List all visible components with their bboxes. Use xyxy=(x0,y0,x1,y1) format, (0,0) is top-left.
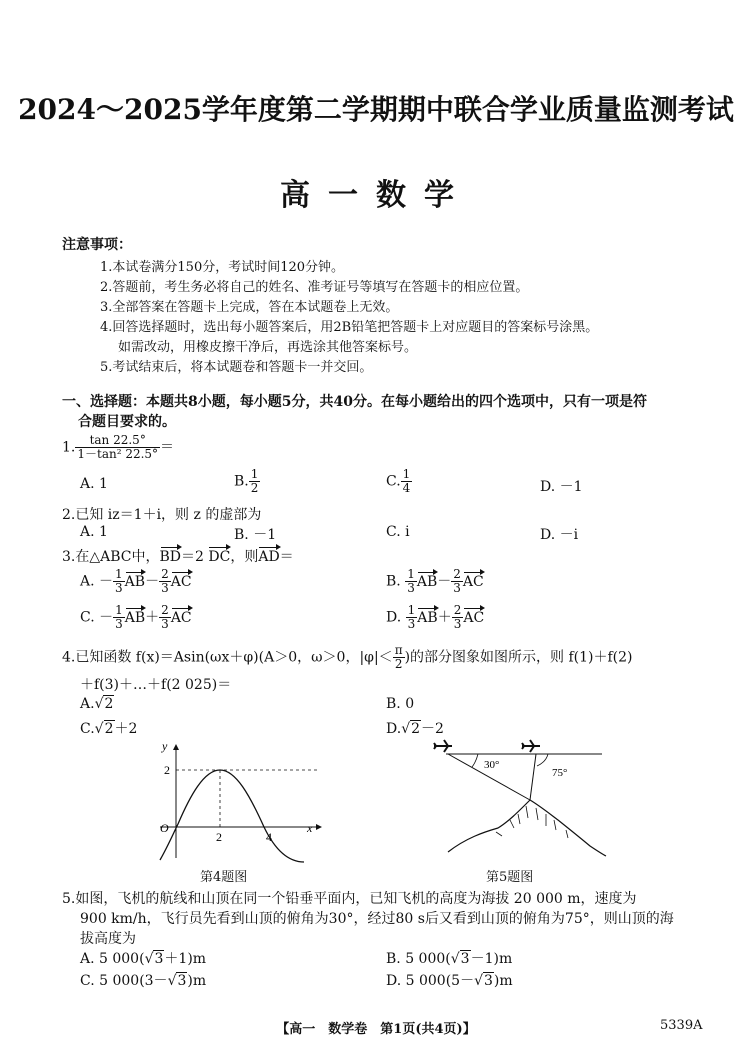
question-2: 2.已知 iz＝1＋i，则 z 的虚部为 xyxy=(62,507,262,523)
q4-option-c: C.√2＋2 xyxy=(80,721,138,737)
notice-item-4: 4.回答选择题时，选出每小题答案后，用2B铅笔把答题卡上对应题目的答案标号涂黑。 xyxy=(100,320,599,335)
q4-option-d: D.√2－2 xyxy=(386,721,444,737)
figure-4-caption: 第4题图 xyxy=(200,870,248,885)
q2-option-d: D. －i xyxy=(540,527,579,543)
q2-option-a: A. 1 xyxy=(80,524,108,540)
notice-item-4-cont: 如需改动，用橡皮擦干净后，再选涂其他答案标号。 xyxy=(118,340,418,355)
q1-option-d: D. －1 xyxy=(540,479,583,495)
question-5-line-1: 5.如图，飞机的航线和山顶在同一个铅垂平面内，已知飞机的高度为海拔 20 000 m，速度为 xyxy=(62,891,637,907)
fig4-x-tick-2: 2 xyxy=(216,830,222,844)
notice-item-1: 1.本试卷满分150分，考试时间120分钟。 xyxy=(100,260,345,275)
q2-option-c: C. i xyxy=(386,524,410,540)
figure-5-caption: 第5题图 xyxy=(486,870,534,885)
q5-option-c: C. 5 000(3－√3)m xyxy=(80,973,207,989)
notice-item-2: 2.答题前，考生务必将自己的姓名、准考证号等填写在答题卡的相应位置。 xyxy=(100,280,529,295)
fig4-x-tick-4: 4 xyxy=(266,830,272,844)
q4-option-b: B. 0 xyxy=(386,696,415,712)
fig5-mountain xyxy=(448,800,606,856)
fig4-y-label: y xyxy=(162,739,168,753)
q5-option-d: D. 5 000(5－√3)m xyxy=(386,973,513,989)
notice-item-5: 5.考试结束后，将本试题卷和答题卡一并交回。 xyxy=(100,360,373,375)
question-4: 4.已知函数 f(x)＝Asin(ωx＋φ)(A＞0，ω＞0，|φ|＜ $\frac{\pi}{2}$ )的部分图象如图所示，则 f(1)＋f(2) xyxy=(62,643,633,671)
fig4-y-tick: 2 xyxy=(164,763,170,777)
fig5-angle-30: 30° xyxy=(484,759,500,771)
fig4-x-arrow xyxy=(316,824,322,830)
fig4-origin: O xyxy=(160,821,169,835)
exam-subject: 高一数学 xyxy=(280,178,472,213)
section-1-line-1: 一、选择题：本题共8小题，每小题5分，共40分。在每小题给出的四个选项中，只有一项是符 xyxy=(62,394,647,410)
question-5-line-3: 拔高度为 xyxy=(80,931,136,947)
notice-item-3: 3.全部答案在答题卡上完成，答在本试题卷上无效。 xyxy=(100,300,399,315)
question-1: 1. $\frac{\tan 22.5^\circ}{\text{1－tan² 22.5°}}$ ＝ xyxy=(62,433,175,461)
q5-option-a: A. 5 000(√3＋1)m xyxy=(80,951,207,967)
fig4-curve xyxy=(160,770,304,862)
exam-code: 5339A xyxy=(660,1018,703,1033)
q5-option-b: B. 5 000(√3－1)m xyxy=(386,951,513,967)
q1-fraction: $\frac{\tan 22.5^\circ}{\text{1－tan² 22.5°}}$ xyxy=(77,433,159,461)
page-footer: 【高一 数学卷 第1页(共4页)】 xyxy=(276,1022,476,1037)
q3-option-b: B. $\frac{1}{3}$ AB－ $\frac{2}{3}$ AC xyxy=(386,567,484,595)
q4-option-a: A.√2 xyxy=(80,696,114,712)
q1-option-a: A. 1 xyxy=(80,476,108,492)
q1-option-c: C. $\frac{1}{4}$ xyxy=(386,467,411,495)
question-5-line-2: 900 km/h，飞行员先看到山顶的俯角为30°，经过80 s后又看到山顶的俯角为75°，则山顶的海 xyxy=(80,911,674,927)
section-1-line-2: 合题目要求的。 xyxy=(78,414,176,430)
q1-number: 1. xyxy=(62,439,76,456)
fig5-angle-30-arc xyxy=(472,754,478,767)
figure-5-plane-mountain xyxy=(426,732,626,862)
q1-option-b: B. $\frac{1}{2}$ xyxy=(234,467,259,495)
question-4-cont: ＋f(3)＋…＋f(2 025)＝ xyxy=(80,677,232,693)
fig4-x-label: x xyxy=(307,821,313,835)
q3-option-c: C. － $\frac{1}{3}$ AB＋ $\frac{2}{3}$ AC xyxy=(80,603,192,631)
question-3: 3.在△ABC中，BD＝2 DC，则AD＝ xyxy=(62,549,294,565)
q2-option-b: B. －1 xyxy=(234,527,277,543)
fig5-angle-75: 75° xyxy=(552,767,568,779)
fig5-plane-1-icon xyxy=(434,740,452,752)
fig5-sight-line-2 xyxy=(530,754,536,800)
fig5-angle-75-arc xyxy=(537,754,548,766)
q3-option-a: A. － $\frac{1}{3}$ AB－ $\frac{2}{3}$ AC xyxy=(80,567,192,595)
q3-option-d: D. $\frac{1}{3}$ AB＋ $\frac{2}{3}$ AC xyxy=(386,603,485,631)
notice-heading: 注意事项： xyxy=(62,237,132,253)
figure-4-sine-graph xyxy=(140,736,330,866)
fig4-y-arrow xyxy=(173,744,179,750)
exam-title: 2024～2025学年度第二学期期中联合学业质量监测考试 xyxy=(18,93,734,126)
section-1-heading xyxy=(62,392,702,432)
fig5-plane-2-icon xyxy=(522,740,540,752)
